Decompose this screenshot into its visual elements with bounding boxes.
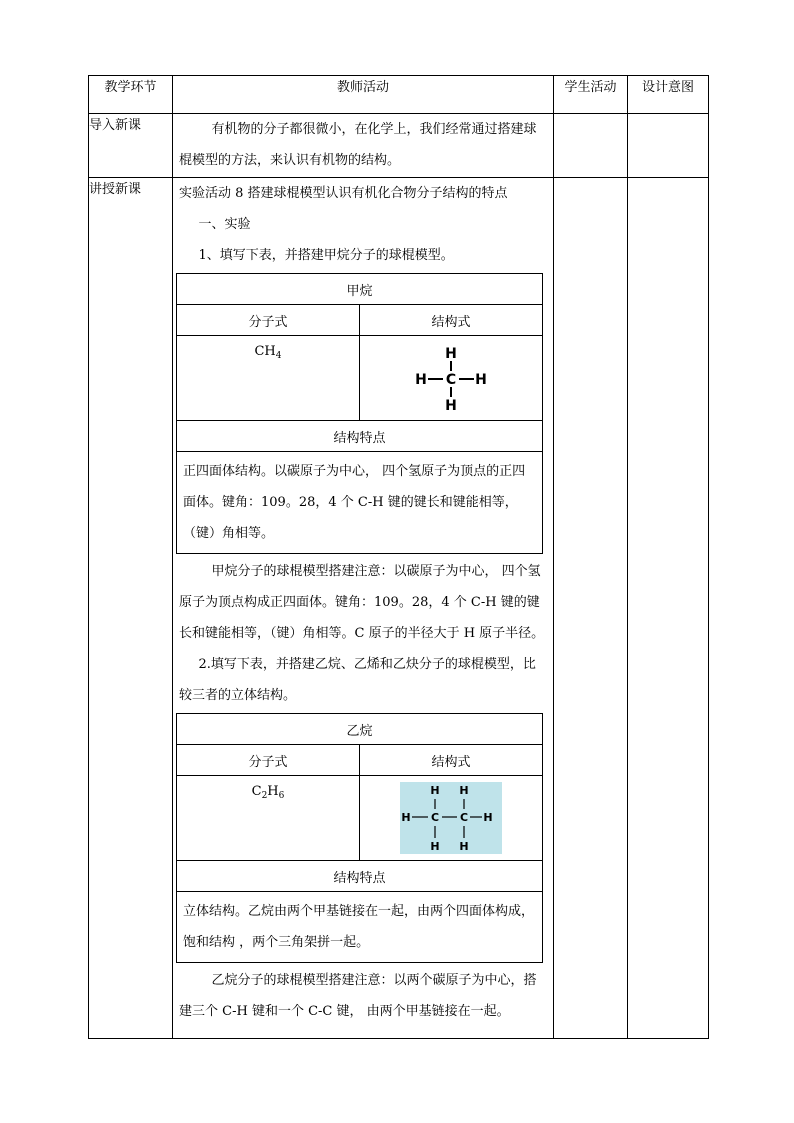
ethane-note: 乙烷分子的球棍模型搭建注意：以两个碳原子为中心，搭建三个 C-H 键和一个 C-C 键， 由两个甲基链接在一起。 — [179, 973, 537, 1019]
methane-features-label: 结构特点 — [177, 421, 543, 452]
ethane-h-bottom-2: H — [459, 840, 469, 853]
ethane-table — [176, 713, 543, 963]
ethane-h-right: H — [483, 811, 493, 824]
methane-name: 甲烷 — [177, 274, 543, 305]
ethane-h-top-1: H — [430, 784, 440, 797]
methane-h-bottom: H — [445, 398, 457, 414]
ethane-name: 乙烷 — [177, 714, 543, 745]
ethane-c-2: C — [459, 811, 469, 824]
ethane-c-1: C — [430, 811, 440, 824]
ethane-features-label: 结构特点 — [177, 861, 543, 892]
ethane-structure-header: 结构式 — [360, 745, 543, 776]
activity-title: 实验活动 8 搭建球棍模型认识有机化合物分子结构的特点 — [179, 186, 508, 201]
methane-table — [176, 273, 543, 554]
header-row — [89, 76, 709, 114]
header-teacher-activity: 教师活动 — [173, 76, 554, 114]
methane-features-text: 正四面体结构。以碳原子为中心， 四个氢原子为顶点的正四面体。键角：109。28，4 个 C-H 键的键长和键能相等，（键）角相等。 — [177, 452, 543, 554]
ethane-structural-formula — [400, 782, 502, 854]
ethane-h-left: H — [401, 811, 411, 824]
header-stage: 教学环节 — [89, 76, 173, 114]
ethane-formula: $C_2H_6$ — [177, 776, 360, 861]
step-two: 2.填写下表，并搭建乙烷、乙烯和乙炔分子的球棍模型，比较三者的立体结构。 — [179, 657, 536, 703]
ethane-h-top-2: H — [459, 784, 469, 797]
intro-row — [89, 114, 709, 178]
methane-h-top: H — [445, 346, 457, 362]
step-one: 1、填写下表，并搭建甲烷分子的球棍模型。 — [198, 248, 454, 263]
header-student-activity: 学生活动 — [554, 76, 628, 114]
methane-h-right: H — [475, 372, 487, 388]
methane-structure-header: 结构式 — [360, 305, 543, 336]
lesson-plan-table — [88, 75, 709, 1039]
ethane-h-bottom-1: H — [430, 840, 440, 853]
ethane-formula-header: 分子式 — [177, 745, 360, 776]
intro-text: 有机物的分子都很微小，在化学上，我们经常通过搭建球棍模型的方法，来认识有机物的结构。 — [179, 122, 537, 168]
methane-note: 甲烷分子的球棍模型搭建注意：以碳原子为中心， 四个氢原子为顶点构成正四面体。键角：109。28，4 个 C-H 键的键长和键能相等，（键）角相等。C 原子的半径大于 H 原子半径。 — [179, 564, 545, 641]
methane-c: C — [445, 372, 457, 388]
lecture-row — [89, 178, 709, 1039]
methane-structural-formula — [411, 342, 491, 414]
methane-formula: $CH_4$ — [177, 336, 360, 421]
section-heading: 一、实验 — [198, 217, 251, 232]
methane-formula-header: 分子式 — [177, 305, 360, 336]
lecture-label: 讲授新课 — [89, 178, 173, 1039]
methane-h-left: H — [415, 372, 427, 388]
intro-label: 导入新课 — [89, 114, 173, 178]
header-design-intent: 设计意图 — [628, 76, 709, 114]
ethane-features-text: 立体结构。乙烷由两个甲基链接在一起，由两个四面体构成， 饱和结构 ，两个三角架拼一起。 — [177, 892, 543, 963]
